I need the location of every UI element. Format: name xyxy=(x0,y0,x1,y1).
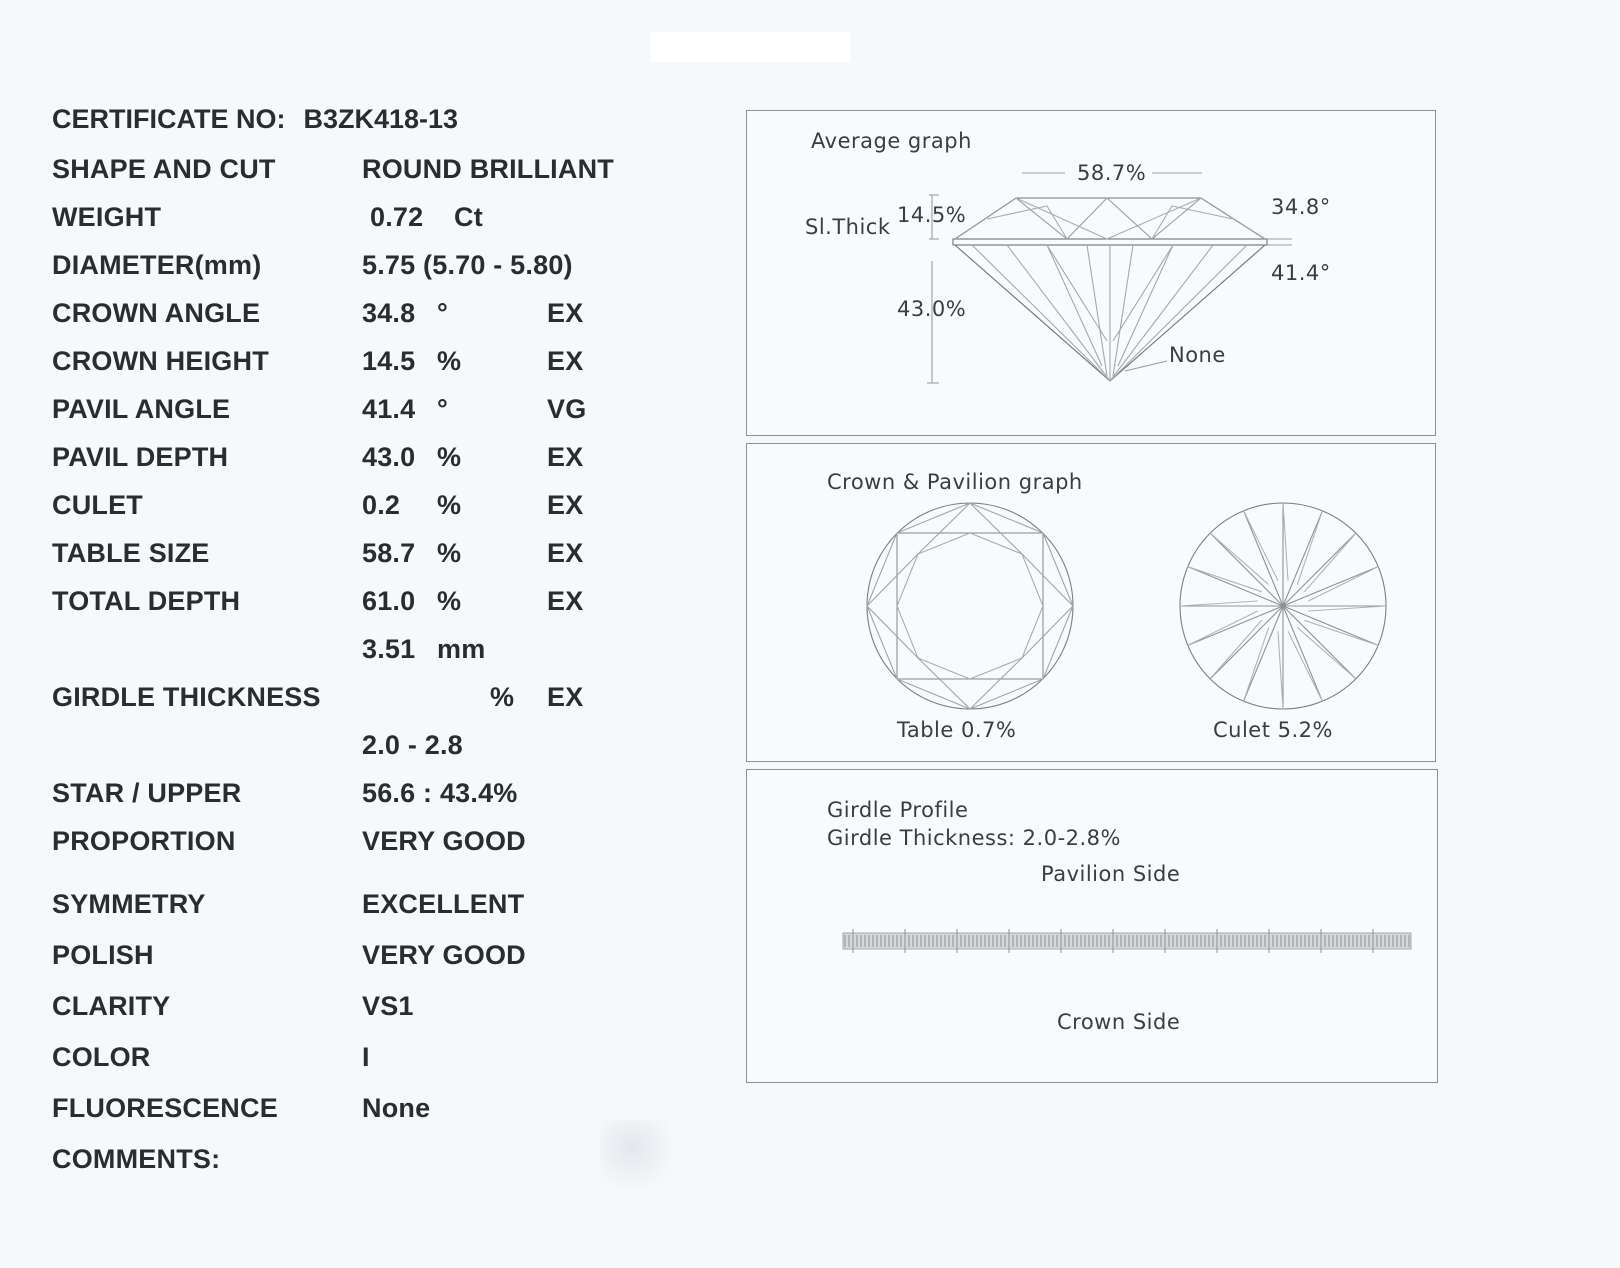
pavilion-side-label: Pavilion Side xyxy=(1041,862,1181,886)
table-size-label: TABLE SIZE xyxy=(52,538,210,568)
certificate-label: CERTIFICATE NO: xyxy=(52,104,286,134)
pavilion-facet-line xyxy=(1283,503,1288,581)
pavilion-facet-line xyxy=(1278,631,1283,709)
average-graph-title: Average graph xyxy=(811,129,972,153)
crown-height-value: 14.5 xyxy=(362,346,416,376)
crown-height-unit: % xyxy=(437,346,462,376)
pavil-angle-unit: ° xyxy=(437,394,448,424)
table-percent-label: 58.7% xyxy=(1077,161,1147,185)
proportion-label: PROPORTION xyxy=(52,826,236,856)
table-size-value: 58.7 xyxy=(362,538,416,568)
pavilion-facet-line xyxy=(1188,567,1262,592)
weight-label: WEIGHT xyxy=(52,202,162,232)
culet-value: 0.2 xyxy=(362,490,401,520)
crown-facets xyxy=(955,198,1265,239)
girdle-label: GIRDLE THICKNESS xyxy=(52,682,321,712)
crown-angle-label: CROWN ANGLE xyxy=(52,298,261,328)
color-label: COLOR xyxy=(52,1042,151,1072)
crown-angle-grade: EX xyxy=(547,298,584,328)
crown-side-label: Crown Side xyxy=(1057,1010,1181,1034)
certificate-number xyxy=(52,104,458,135)
culet-deviation-label: Culet 5.2% xyxy=(1213,718,1333,742)
table-size-unit: % xyxy=(437,538,462,568)
pavil-angle-value: 41.4 xyxy=(362,394,416,424)
total-depth-mm-unit: mm xyxy=(437,634,486,664)
culet-label: CULET xyxy=(52,490,143,520)
diameter-value: 5.75 (5.70 - 5.80) xyxy=(362,250,573,280)
weight-unit: Ct xyxy=(454,202,483,232)
total-depth-mm-value: 3.51 xyxy=(362,634,416,664)
total-depth-unit: % xyxy=(437,586,462,616)
total-depth-value: 61.0 xyxy=(362,586,416,616)
pavilion-facet-line xyxy=(1180,601,1258,606)
crown-angle-degree-label: 34.8° xyxy=(1271,195,1331,219)
pavilion-facet-line xyxy=(1244,511,1278,581)
girdle-thick-label: Sl.Thick xyxy=(805,215,891,239)
diamond-profile-diagram xyxy=(747,111,1435,435)
certificate-value: B3ZK418-13 xyxy=(303,104,459,134)
clarity-label: CLARITY xyxy=(52,991,171,1021)
proportion-value: VERY GOOD xyxy=(362,826,526,856)
crown-top-view xyxy=(867,503,1073,709)
pavil-angle-grade: VG xyxy=(547,394,587,424)
scan-smudge xyxy=(600,1120,680,1190)
girdle-range-value: 2.0 - 2.8 xyxy=(362,730,463,760)
pavilion-facet-line xyxy=(1188,611,1258,645)
fluorescence-label: FLUORESCENCE xyxy=(52,1093,278,1123)
weight-value: 0.72 xyxy=(370,202,424,232)
fluorescence-value: None xyxy=(362,1093,431,1123)
pavilion-facet-line xyxy=(1304,620,1378,645)
pavilion-angle-degree-label: 41.4° xyxy=(1271,261,1331,285)
pavilion-facet-line xyxy=(1308,567,1378,601)
crown-height-grade: EX xyxy=(547,346,584,376)
total-depth-label: TOTAL DEPTH xyxy=(52,586,241,616)
girdle-profile-title: Girdle Profile xyxy=(827,798,969,822)
girdle-grade: EX xyxy=(547,682,584,712)
diameter-label: DIAMETER(mm) xyxy=(52,250,262,280)
table-deviation-label: Table 0.7% xyxy=(897,718,1017,742)
polish-label: POLISH xyxy=(52,940,154,970)
pavilion-depth-percent-label: 43.0% xyxy=(897,297,967,321)
clarity-value: VS1 xyxy=(362,991,414,1021)
average-graph-panel xyxy=(746,110,1436,436)
pavil-depth-grade: EX xyxy=(547,442,584,472)
crown-angle-unit: ° xyxy=(437,298,448,328)
shape-label: SHAPE AND CUT xyxy=(52,154,276,184)
table-size-grade: EX xyxy=(547,538,584,568)
pavil-depth-label: PAVIL DEPTH xyxy=(52,442,229,472)
comments-label: COMMENTS: xyxy=(52,1144,221,1174)
crown-height-label: CROWN HEIGHT xyxy=(52,346,269,376)
girdle-profile-panel xyxy=(746,769,1438,1083)
crown-angle-value: 34.8 xyxy=(362,298,416,328)
symmetry-value: EXCELLENT xyxy=(362,889,525,919)
pavil-depth-unit: % xyxy=(437,442,462,472)
pavilion-facet-line xyxy=(1288,631,1322,701)
girdle-thickness-text: Girdle Thickness: 2.0-2.8% xyxy=(827,826,1121,850)
total-depth-grade: EX xyxy=(547,586,584,616)
symmetry-label: SYMMETRY xyxy=(52,889,206,919)
culet-grade: EX xyxy=(547,490,584,520)
pavilion-facet-line xyxy=(1244,627,1269,701)
pavil-depth-value: 43.0 xyxy=(362,442,416,472)
girdle-band xyxy=(953,239,1267,245)
pavilion-facet-line xyxy=(1308,606,1386,611)
star-upper-value: 56.6 : 43.4% xyxy=(362,778,518,808)
color-value: I xyxy=(362,1042,370,1072)
pavilion-facet-line xyxy=(1297,511,1322,585)
girdle-unit: % xyxy=(490,682,515,712)
shape-value: ROUND BRILLIANT xyxy=(362,154,614,184)
polish-value: VERY GOOD xyxy=(362,940,526,970)
culet-none-label: None xyxy=(1169,343,1226,367)
pavilion-bottom-view xyxy=(1180,503,1386,709)
crown-pavilion-graph-panel xyxy=(746,443,1436,762)
pavil-angle-label: PAVIL ANGLE xyxy=(52,394,231,424)
crown-outline xyxy=(955,198,1265,239)
scan-blank-strip xyxy=(650,32,850,62)
culet-unit: % xyxy=(437,490,462,520)
star-upper-label: STAR / UPPER xyxy=(52,778,242,808)
crown-height-percent-label: 14.5% xyxy=(897,203,967,227)
crown-pavilion-title: Crown & Pavilion graph xyxy=(827,470,1083,494)
